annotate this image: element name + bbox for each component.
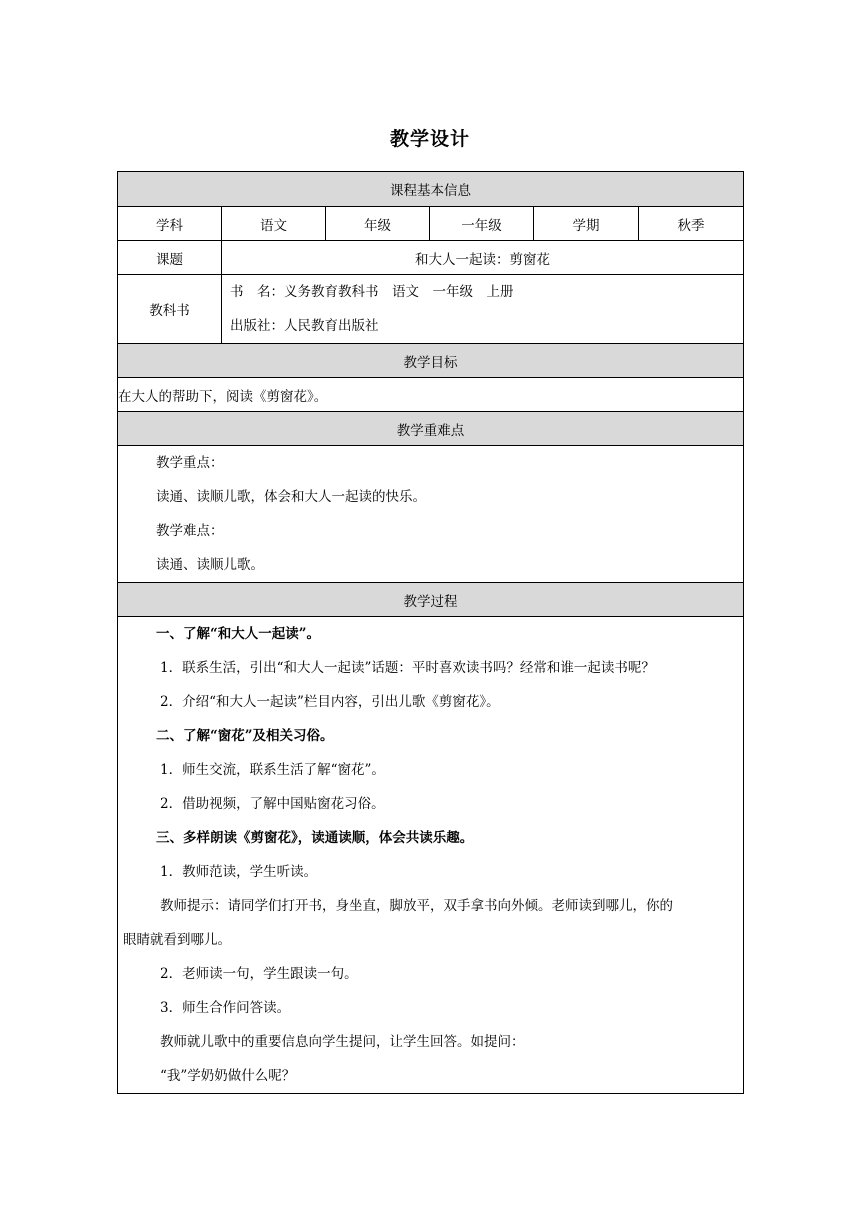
textbook-label: 教科书 [118,275,222,344]
process-heading-2 [118,719,743,753]
topic-value: 和大人一起读：剪窗花 [222,241,744,275]
section-basic-info: 课程基本信息 [118,172,744,207]
goal-text: 在大人的帮助下，阅读《剪窗花》。 [118,378,744,412]
key-point-text: 读通、读顺儿歌，体会和大人一起读的快乐。 [156,489,426,505]
process-note-line-1: 教师提示：请同学们打开书，身坐直，脚放平，双手拿书向外倾。老师读到哪儿，你的 [160,898,673,914]
process-step: 3．师生合作问答读。 [160,1000,291,1016]
process-heading-1-text: 一、了解“和大人一起读”。 [156,626,321,642]
subject-label: 学科 [118,207,222,241]
term-value: 秋季 [639,207,744,241]
process-content [118,617,744,1094]
term-label: 学期 [534,207,639,241]
grade-value: 一年级 [430,207,534,241]
process-step: 2．老师读一句，学生跟读一句。 [160,966,358,982]
key-points-content [118,446,744,583]
topic-label: 课题 [118,241,222,275]
section-goal: 教学目标 [118,344,744,378]
process-question: “我”学奶奶做什么呢？ [160,1068,296,1084]
key-point-heading: 教学重点： [156,455,224,471]
process-heading-1 [118,617,743,651]
textbook-publisher-line: 出版社：人民教育出版社 [230,318,379,334]
process-step: 1．师生交流，联系生活了解“窗花”。 [160,762,385,778]
section-key-points: 教学重难点 [118,412,744,446]
process-note-line-2: 眼睛就看到哪儿。 [123,932,231,948]
grade-label: 年级 [326,207,430,241]
textbook-name-line: 书 名：义务教育教科书 语文 一年级 上册 [230,284,514,300]
subject-value: 语文 [222,207,326,241]
difficulty-text: 读通、读顺儿歌。 [156,557,264,573]
page-title: 教学设计 [389,128,470,150]
process-step: 2．介绍“和大人一起读”栏目内容，引出儿歌《剪窗花》。 [160,694,500,710]
process-note: 教师就儿歌中的重要信息向学生提问，让学生回答。如提问： [160,1034,525,1050]
textbook-info [222,275,744,344]
process-step: 1．教师范读，学生听读。 [160,864,318,880]
section-process: 教学过程 [118,583,744,617]
difficulty-heading: 教学难点： [156,523,224,539]
process-step: 2．借助视频，了解中国贴窗花习俗。 [160,796,385,812]
process-heading-2-text: 二、了解“窗花”及相关习俗。 [156,728,334,744]
process-heading-3-text: 三、多样朗读《剪窗花》，读通读顺，体会共读乐趣。 [156,830,474,846]
process-step: 1．联系生活，引出“和大人一起读”话题：平时喜欢读书吗？经常和谁一起读书呢？ [160,660,655,676]
lesson-plan-table [117,171,744,1094]
process-heading-3 [118,821,743,855]
